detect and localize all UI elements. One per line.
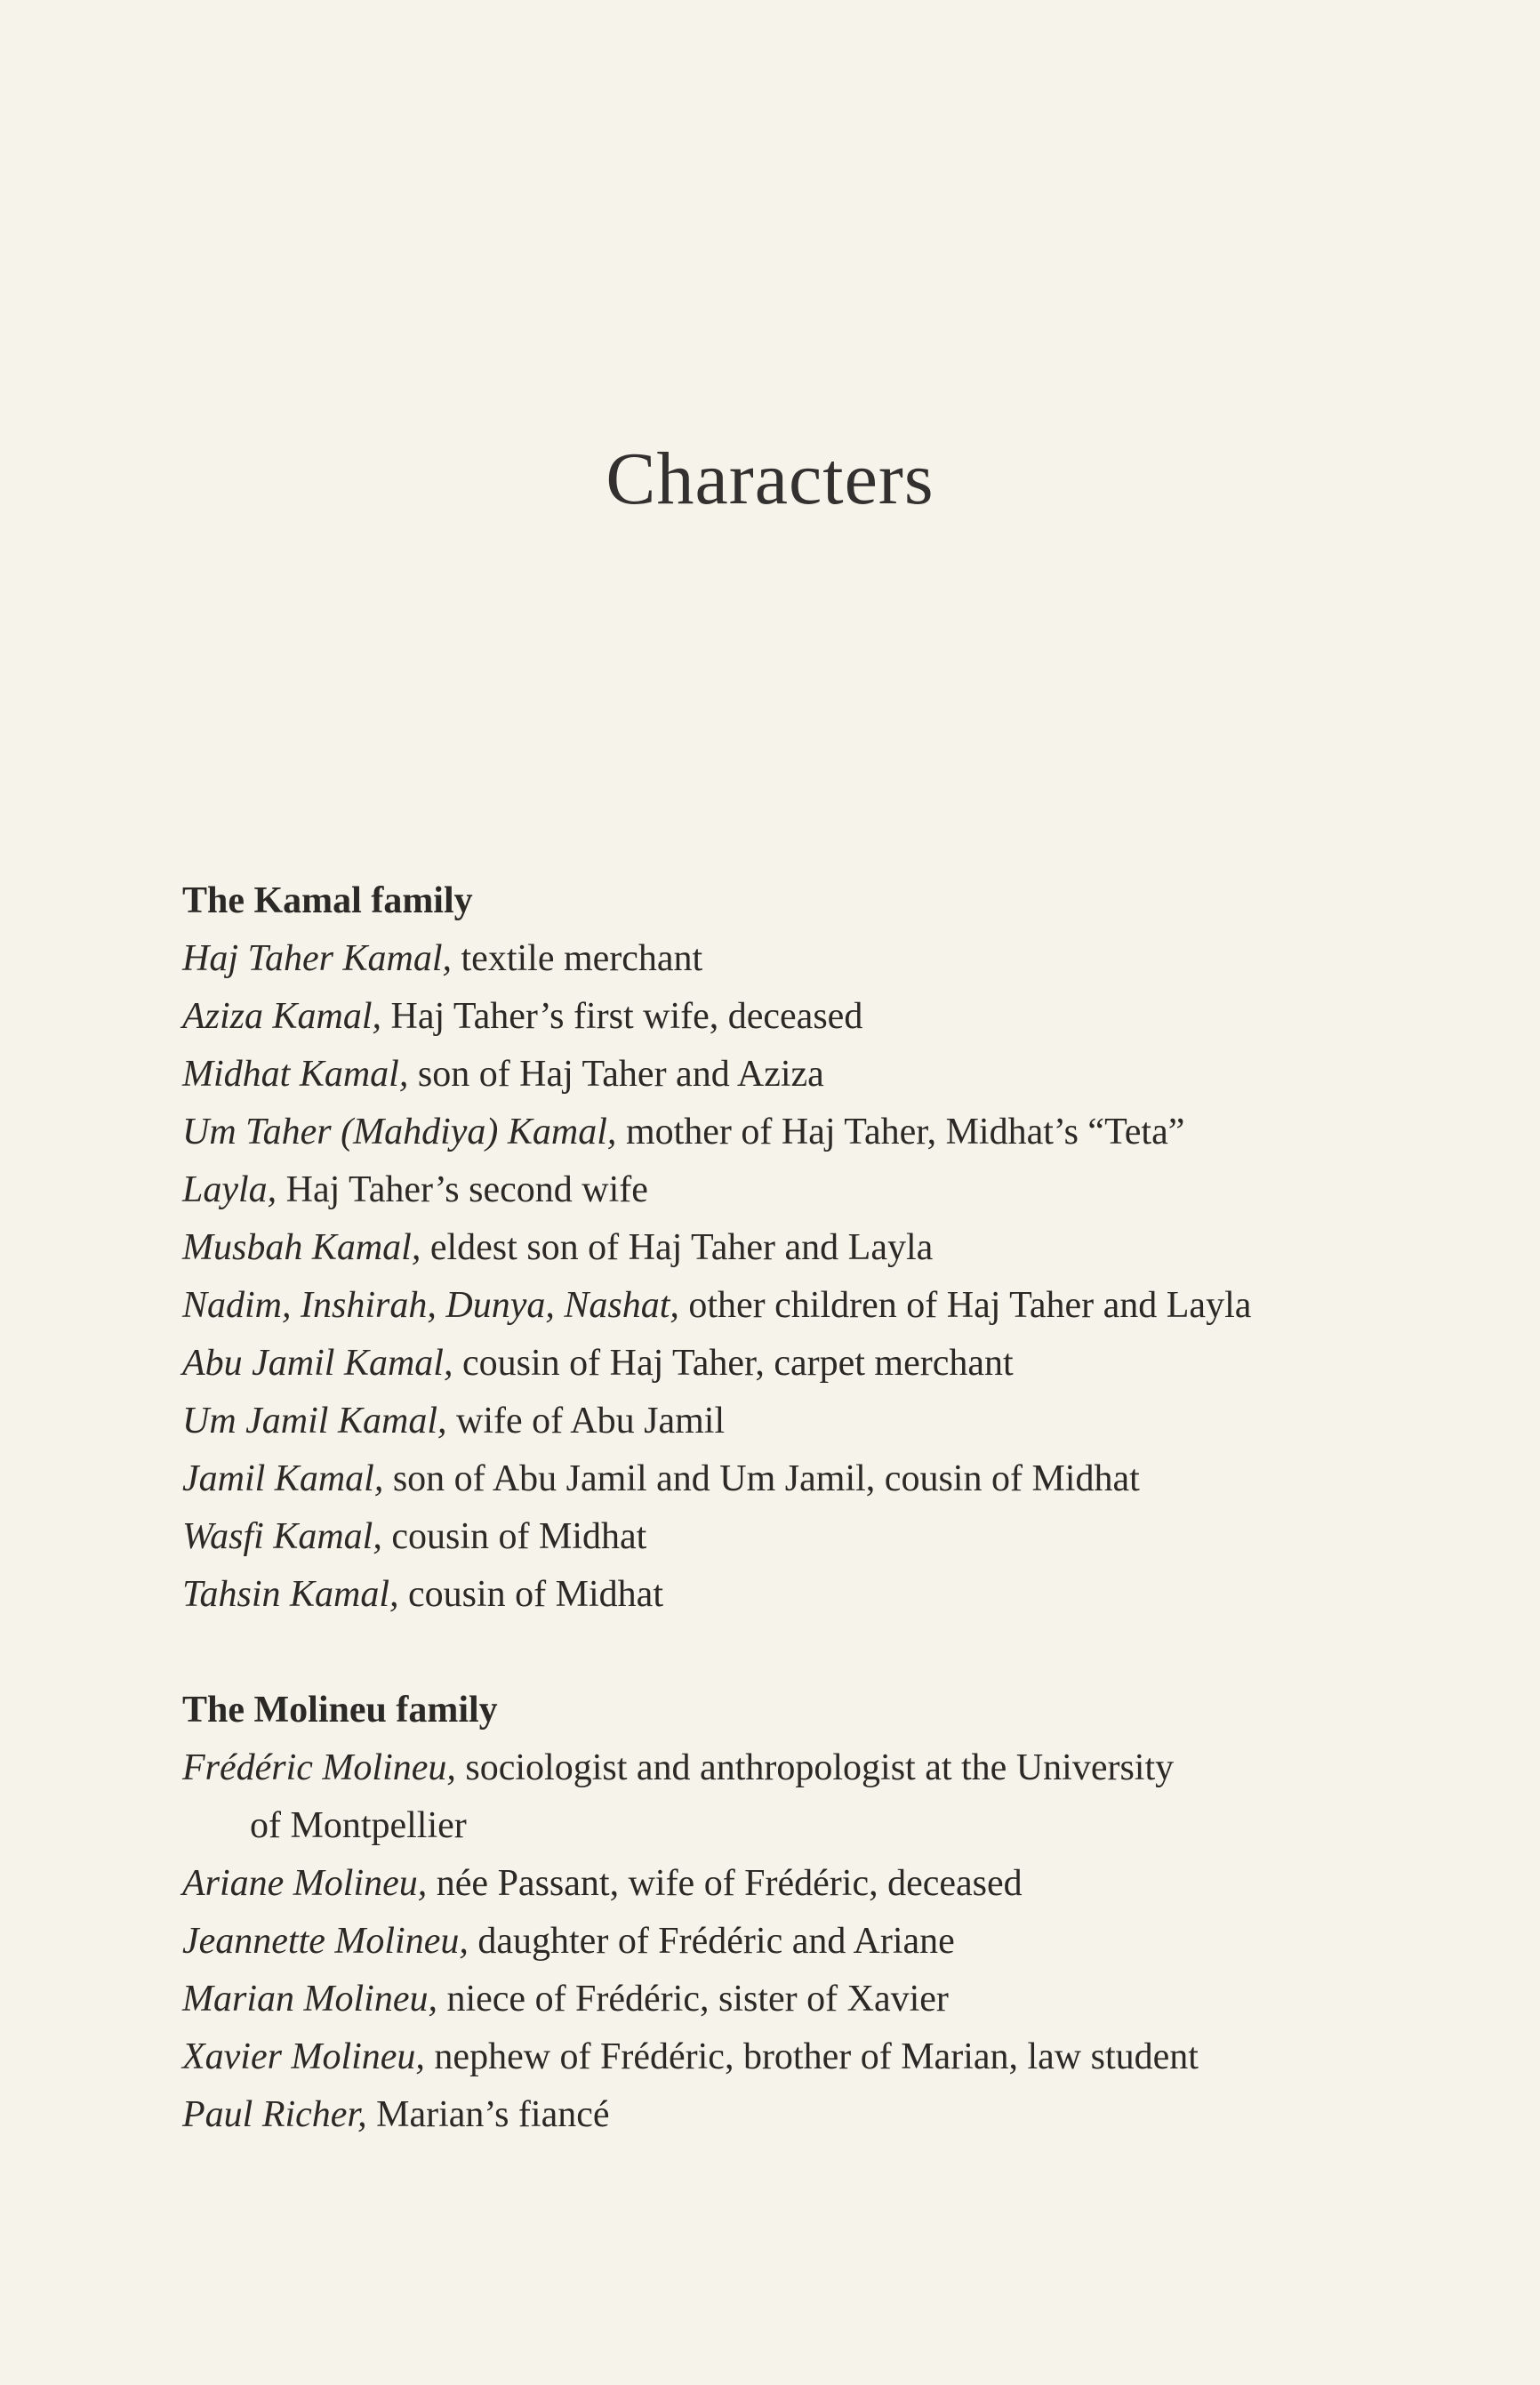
character-name: Abu Jamil Kamal, [182,1343,453,1384]
character-entry [182,1104,1427,1161]
character-description: niece of Frédéric, sister of Xavier [437,1979,949,2020]
character-name: Tahsin Kamal, [182,1574,399,1615]
character-entry [182,2028,1427,2086]
section-molineu-family [182,1681,1427,2144]
character-description: son of Haj Taher and Aziza [408,1054,824,1095]
character-name: Frédéric Molineu, [182,1747,456,1788]
character-entry [182,1393,1427,1450]
character-entry [182,1046,1427,1104]
character-entry [182,1913,1427,1971]
character-list [182,1739,1427,2144]
character-name: Jamil Kamal, [182,1458,384,1499]
character-name: Ariane Molineu, [182,1863,428,1904]
character-description: Haj Taher’s first wife, deceased [381,996,863,1037]
character-entry [182,1335,1427,1393]
character-description: other children of Haj Taher and Layla [678,1285,1252,1326]
section-heading: The Molineu family [182,1690,498,1731]
character-entry [182,930,1427,988]
character-entry [182,2086,1427,2144]
character-entry [182,1508,1427,1566]
character-name: Paul Richer, [182,2094,367,2135]
character-description: nephew of Frédéric, brother of Marian, law student [424,2036,1199,2077]
character-description: wife of Abu Jamil [446,1401,726,1441]
character-name: Um Taher (Mahdiya) Kamal, [182,1112,617,1152]
character-entry [182,1161,1427,1219]
character-name: Aziza Kamal, [182,996,382,1037]
character-entry [182,1739,1210,1855]
character-entry [182,1450,1427,1508]
character-entry [182,1277,1427,1335]
character-name: Haj Taher Kamal, [182,938,453,979]
character-description: née Passant, wife of Frédéric, deceased [427,1863,1023,1904]
character-name: Musbah Kamal, [182,1227,421,1268]
character-entry [182,1855,1427,1913]
character-description: daughter of Frédéric and Ariane [468,1921,955,1962]
character-description: cousin of Midhat [381,1516,647,1557]
character-description: sociologist and anthropologist at the University of Montpellier [250,1747,1175,1846]
character-description: mother of Haj Taher, Midhat’s “Teta” [616,1112,1185,1152]
character-entry [182,1566,1427,1624]
character-entry [182,988,1427,1046]
character-description: eldest son of Haj Taher and Layla [421,1227,934,1268]
character-description: cousin of Midhat [398,1574,663,1615]
character-entry [182,1219,1427,1277]
section-kamal-family [182,871,1427,1624]
character-list [182,930,1427,1624]
character-name: Um Jamil Kamal, [182,1401,447,1441]
section-heading: The Kamal family [182,880,473,921]
character-name: Xavier Molineu, [182,2036,425,2077]
character-name: Nadim, Inshirah, Dunya, Nashat, [182,1285,679,1326]
character-description: son of Abu Jamil and Um Jamil, cousin of Midhat [383,1458,1140,1499]
page-title: Characters [606,438,934,520]
character-description: cousin of Haj Taher, carpet merchant [453,1343,1014,1384]
character-name: Midhat Kamal, [182,1054,409,1095]
character-description: Marian’s fiancé [366,2094,610,2135]
character-description: textile merchant [452,938,703,979]
character-name: Marian Molineu, [182,1979,437,2020]
character-name: Wasfi Kamal, [182,1516,382,1557]
character-name: Jeannette Molineu, [182,1921,469,1962]
character-entry [182,1971,1427,2028]
character-description: Haj Taher’s second wife [277,1169,648,1210]
character-name: Layla, [182,1169,277,1210]
